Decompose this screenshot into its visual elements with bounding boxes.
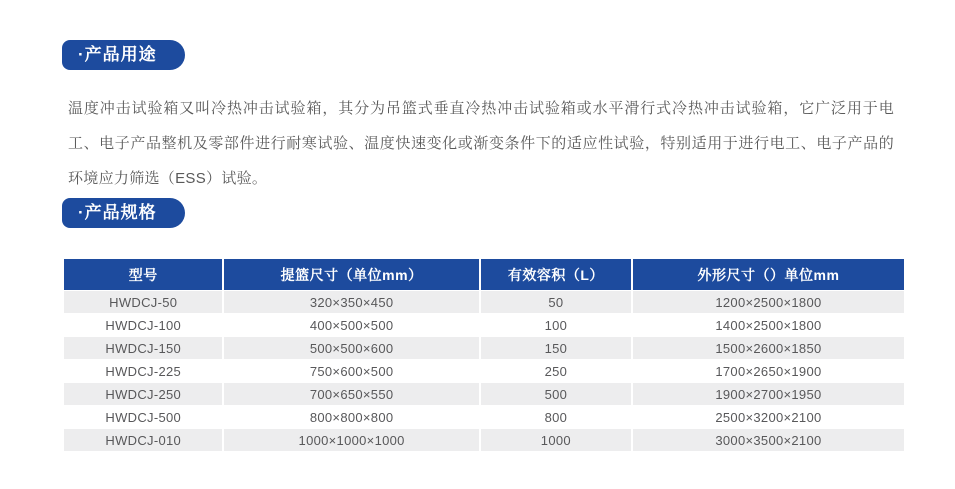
header-outer-dimensions: 外形尺寸（）单位mm (633, 259, 904, 290)
cell-outer-dimensions: 1200×2500×1800 (633, 291, 904, 313)
cell-effective-volume: 500 (481, 383, 631, 405)
product-specs-badge: ·产品规格 (62, 198, 185, 228)
cell-basket-size: 750×600×500 (224, 360, 478, 382)
cell-effective-volume: 50 (481, 291, 631, 313)
cell-effective-volume: 800 (481, 406, 631, 428)
cell-model: HWDCJ-150 (64, 337, 222, 359)
cell-outer-dimensions: 3000×3500×2100 (633, 429, 904, 451)
cell-model: HWDCJ-010 (64, 429, 222, 451)
cell-effective-volume: 150 (481, 337, 631, 359)
cell-basket-size: 320×350×450 (224, 291, 478, 313)
product-usage-paragraph: 温度冲击试验箱又叫冷热冲击试验箱，其分为吊篮式垂直冷热冲击试验箱或水平滑行式冷热冲击试验箱，它广泛用于电工、电子产品整机及零部件进行耐寒试验、温度快速变化或渐变条件下的适应性试验，特别适用于进行电工、电子产品的环境应力筛选（ESS）试验。 (68, 100, 894, 187)
cell-outer-dimensions: 2500×3200×2100 (633, 406, 904, 428)
cell-model: HWDCJ-250 (64, 383, 222, 405)
cell-basket-size: 1000×1000×1000 (224, 429, 478, 451)
table-row (64, 291, 904, 313)
cell-effective-volume: 100 (481, 314, 631, 336)
cell-effective-volume: 1000 (481, 429, 631, 451)
header-basket-size: 提篮尺寸（单位mm） (224, 259, 478, 290)
cell-basket-size: 400×500×500 (224, 314, 478, 336)
table-row (64, 337, 904, 359)
cell-outer-dimensions: 1400×2500×1800 (633, 314, 904, 336)
product-usage-badge: ·产品用途 (62, 40, 185, 70)
cell-model: HWDCJ-100 (64, 314, 222, 336)
cell-model: HWDCJ-500 (64, 406, 222, 428)
table-row (64, 429, 904, 451)
cell-outer-dimensions: 1500×2600×1850 (633, 337, 904, 359)
cell-effective-volume: 250 (481, 360, 631, 382)
cell-basket-size: 700×650×550 (224, 383, 478, 405)
table-row (64, 383, 904, 405)
cell-outer-dimensions: 1700×2650×1900 (633, 360, 904, 382)
cell-basket-size: 800×800×800 (224, 406, 478, 428)
header-model: 型号 (64, 259, 222, 290)
header-effective-volume: 有效容积（L） (481, 259, 631, 290)
table-row (64, 360, 904, 382)
table-row (64, 314, 904, 336)
table-row (64, 406, 904, 428)
table-header-row (64, 259, 904, 290)
specs-table (62, 258, 906, 452)
cell-basket-size: 500×500×600 (224, 337, 478, 359)
cell-model: HWDCJ-50 (64, 291, 222, 313)
cell-model: HWDCJ-225 (64, 360, 222, 382)
cell-outer-dimensions: 1900×2700×1950 (633, 383, 904, 405)
